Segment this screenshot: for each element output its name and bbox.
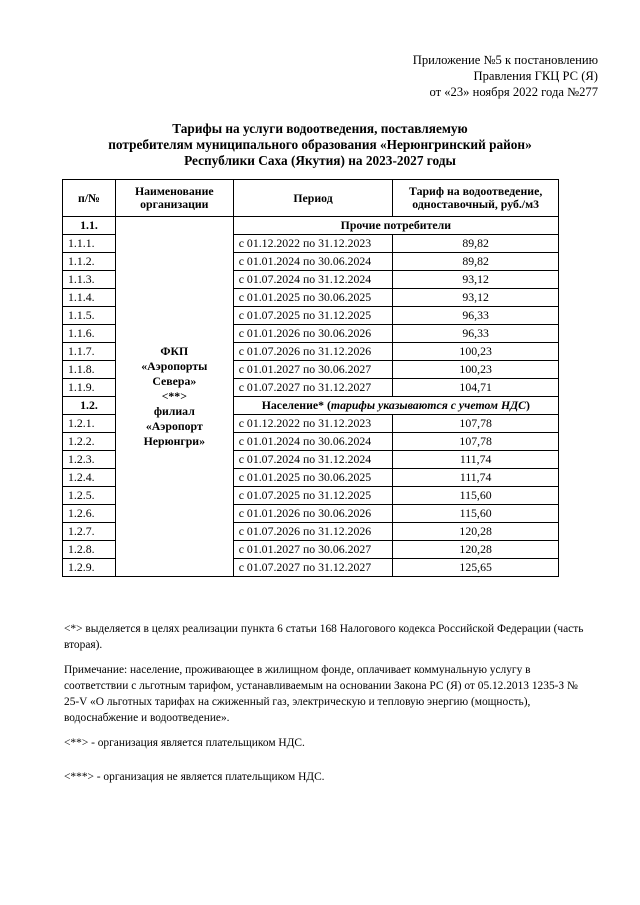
organization-name-line: «Аэропорт [145,419,203,433]
row-period: с 01.07.2024 по 31.12.2024 [233,271,393,289]
row-tariff: 111,74 [393,469,559,487]
row-number: 1.2.7. [63,523,116,541]
note-remark: Примечание: население, проживающее в жилищном фонде, оплачивает коммунальную услугу в соответствии с льготным тарифом, устанавливаемым на основании Закона РС (Я) от 05.12.2013 1235-З № 25-V «О льготных тарифах на сжиженный газ, электрическую и тепловую энергию (мощность), водоснабжение и водоотведение». [64,664,578,724]
organization-name-line: филиал [153,404,195,418]
row-tariff: 96,33 [393,325,559,343]
row-period: с 01.01.2026 по 30.06.2026 [233,505,393,523]
section-label-end: ) [526,398,530,412]
row-number: 1.1.1. [63,235,116,253]
row-period: с 01.01.2025 по 30.06.2025 [233,289,393,307]
section-label-italic: тарифы указываются с учетом НДС [330,398,527,412]
row-number: 1.2.9. [63,559,116,577]
header-period: Период [233,180,393,217]
header-tariff: Тариф на водоотведение, одноставочный, руб./м3 [393,180,559,217]
title-line-1: Тарифы на услуги водоотведения, поставляемую [172,121,468,136]
row-number: 1.1.6. [63,325,116,343]
table-header-row [63,180,559,217]
row-number: 1.2.5. [63,487,116,505]
row-tariff: 107,78 [393,415,559,433]
row-number: 1.1.2. [63,253,116,271]
row-tariff: 120,28 [393,541,559,559]
organization-name [115,217,233,577]
row-period: с 01.07.2027 по 31.12.2027 [233,559,393,577]
row-number: 1.1.3. [63,271,116,289]
row-tariff: 115,60 [393,487,559,505]
row-number: 1.2.1. [63,415,116,433]
row-period: с 01.07.2025 по 31.12.2025 [233,307,393,325]
row-tariff: 107,78 [393,433,559,451]
document-header [413,52,598,100]
row-number: 1.1.9. [63,379,116,397]
row-tariff: 100,23 [393,361,559,379]
note-not-vat-payer: <***> - организация не является плательщиком НДС. [64,771,325,783]
tariff-table [62,179,559,577]
row-period: с 01.01.2024 по 30.06.2024 [233,253,393,271]
row-tariff: 100,23 [393,343,559,361]
row-period: с 01.07.2024 по 31.12.2024 [233,451,393,469]
row-number: 1.2.6. [63,505,116,523]
row-tariff: 104,71 [393,379,559,397]
row-period: с 01.07.2026 по 31.12.2026 [233,523,393,541]
organization-name-line: Севера» [152,374,197,388]
organization-name-line: <**> [161,389,187,403]
row-number: 1.2.3. [63,451,116,469]
row-period: с 01.07.2027 по 31.12.2027 [233,379,393,397]
organization-name-line: «Аэропорты [141,359,208,373]
row-number: 1.2.4. [63,469,116,487]
header-line-3: от «23» ноября 2022 года №277 [429,85,598,99]
row-number: 1.1.4. [63,289,116,307]
note-vat-payer: <**> - организация является плательщиком НДС. [64,737,305,749]
section-label [233,397,558,415]
table-body [63,217,559,577]
row-number: 1.2.8. [63,541,116,559]
row-tariff: 89,82 [393,253,559,271]
notes [64,621,584,794]
row-period: с 01.01.2027 по 30.06.2027 [233,361,393,379]
note-vat-footnote: <*> выделяется в целях реализации пункта 6 статьи 168 Налогового кодекса Российской Федерации (часть вторая). [64,623,584,651]
row-tariff: 96,33 [393,307,559,325]
row-number: 1.2.2. [63,433,116,451]
document-title [0,121,640,169]
section-number: 1.2. [63,397,116,415]
row-period: с 01.12.2022 по 31.12.2023 [233,415,393,433]
row-tariff: 93,12 [393,289,559,307]
row-tariff: 89,82 [393,235,559,253]
row-period: с 01.01.2025 по 30.06.2025 [233,469,393,487]
organization-name-line: ФКП [160,344,189,358]
section-label-text: Прочие потребители [340,218,452,232]
row-tariff: 93,12 [393,271,559,289]
header-line-2: Правления ГКЦ РС (Я) [473,69,598,83]
title-line-3: Республики Саха (Якутия) на 2023-2027 годы [184,153,456,168]
row-period: с 01.01.2027 по 30.06.2027 [233,541,393,559]
header-num: п/№ [63,180,116,217]
section-label-text: Население* ( [261,398,331,412]
section-row [63,217,559,235]
row-period: с 01.01.2026 по 30.06.2026 [233,325,393,343]
header-line-1: Приложение №5 к постановлению [412,53,598,67]
row-tariff: 120,28 [393,523,559,541]
section-label [233,217,558,235]
row-tariff: 111,74 [393,451,559,469]
organization-name-line: Нерюнгри» [143,434,206,448]
row-number: 1.1.7. [63,343,116,361]
row-number: 1.1.8. [63,361,116,379]
row-period: с 01.07.2026 по 31.12.2026 [233,343,393,361]
row-tariff: 115,60 [393,505,559,523]
header-org: Наименование организации [115,180,233,217]
row-tariff: 125,65 [393,559,559,577]
row-number: 1.1.5. [63,307,116,325]
row-period: с 01.12.2022 по 31.12.2023 [233,235,393,253]
title-line-2: потребителям муниципального образования «Нерюнгринский район» [108,137,532,152]
row-period: с 01.07.2025 по 31.12.2025 [233,487,393,505]
section-number: 1.1. [63,217,116,235]
row-period: с 01.01.2024 по 30.06.2024 [233,433,393,451]
